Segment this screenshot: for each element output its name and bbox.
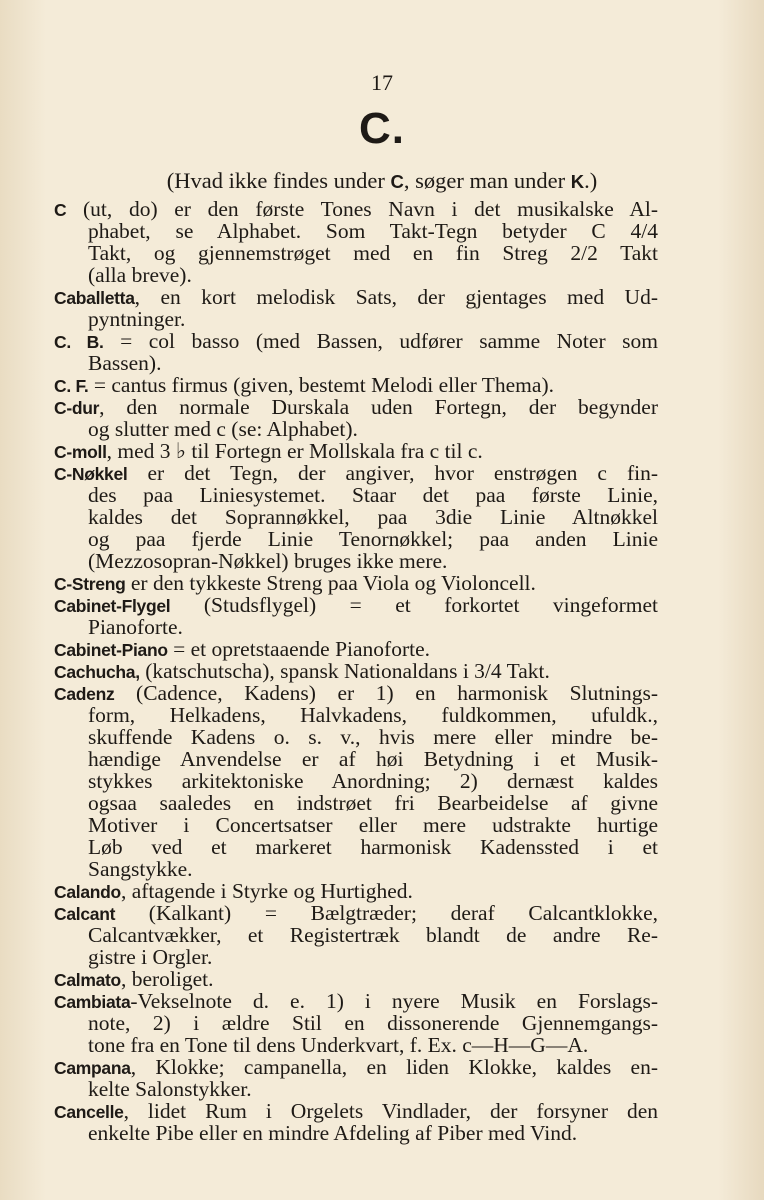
entry-continuation-line (88, 748, 658, 770)
entry-headword: C-Nøkkel (54, 464, 128, 484)
entry-continuation-line (88, 770, 658, 792)
entry-text: er den tykkeste Streng paa Viola og Violoncell. (125, 571, 536, 595)
entry-headword: C. B. (54, 332, 104, 352)
entry-headword: C-dur (54, 398, 100, 418)
entry-text: Takt, og gjennemstrøget med en fin Streg 2/2 Takt (88, 241, 658, 265)
entry-headword: Cachucha, (54, 662, 140, 682)
dictionary-entry (54, 198, 658, 286)
entry-text: (Mezzosopran-Nøkkel) bruges ikke mere. (88, 549, 448, 573)
dictionary-entry (54, 880, 658, 902)
note-text-mid: , søger man under (403, 168, 571, 193)
note-letter-k: K (570, 171, 585, 192)
entry-continuation-line (88, 946, 658, 968)
entry-first-line (54, 1100, 658, 1122)
entry-text: des paa Liniesystemet. Staar det paa første Linie, (88, 483, 658, 507)
entry-headword: C-Streng (54, 574, 126, 594)
entry-text: og slutter med c (se: Alphabet). (88, 417, 358, 441)
entry-first-line (54, 440, 658, 462)
entry-text: = et opretstaaende Pianoforte. (167, 637, 431, 661)
entry-text: (Studsflygel) = et forkortet vingeformet (170, 593, 658, 617)
dictionary-entry (54, 330, 658, 374)
entry-text: form, Helkadens, Halvkadens, fuldkommen, ufuldk., (88, 703, 658, 727)
entry-text: og paa fjerde Linie Tenornøkkel; paa anden Linie (88, 527, 658, 551)
entry-text: Sangstykke. (88, 857, 193, 881)
entry-headword: Calando (54, 882, 121, 902)
entry-text: (Kalkant) = Bælgtræder; deraf Calcantklokke, (115, 901, 658, 925)
entry-headword: Cadenz (54, 684, 115, 704)
entry-headword: C (54, 200, 67, 220)
dictionary-entry (54, 902, 658, 968)
entry-text: enkelte Pibe eller en mindre Afdeling af Piber med Vind. (88, 1121, 578, 1145)
entry-first-line (54, 198, 658, 220)
entry-text: pyntninger. (88, 307, 186, 331)
dictionary-entry (54, 440, 658, 462)
entry-headword: Cabinet-Flygel (54, 596, 171, 616)
entry-text: (Cadence, Kadens) er 1) en harmonisk Slutnings- (114, 681, 658, 705)
entry-continuation-line (88, 858, 658, 880)
page-number: 17 (371, 70, 393, 95)
dictionary-entry (54, 594, 658, 638)
entry-continuation-line (88, 726, 658, 748)
entry-continuation-line (88, 352, 658, 374)
entry-text: Pianoforte. (88, 615, 183, 639)
entry-text: -Vekselnote d. e. 1) i nyere Musik en Forslags- (130, 989, 658, 1013)
dictionary-entry (54, 990, 658, 1056)
entry-text: Løb ved et markeret harmonisk Kadenssted i et (88, 835, 658, 859)
entry-text: tone fra en Tone til dens Underkvart, f. Ex. c—H—G—A. (88, 1033, 589, 1057)
entry-first-line (54, 462, 658, 484)
entry-first-line (54, 572, 658, 594)
entry-first-line (54, 594, 658, 616)
entry-text: stykkes arkitektoniske Anordning; 2) dernæst kaldes (88, 769, 658, 793)
entry-continuation-line (88, 506, 658, 528)
entry-first-line (54, 374, 658, 396)
entry-text: , med 3 ♭ til Fortegn er Mollskala fra c til c. (106, 439, 483, 463)
entry-headword: Calmato (54, 970, 121, 990)
entry-headword: Campana (54, 1058, 131, 1078)
entry-first-line (54, 968, 658, 990)
entry-text: ogsaa saaledes en indstrøet fri Bearbeidelse af givne (88, 791, 658, 815)
note-text-post: .) (584, 168, 598, 193)
entry-continuation-line (88, 704, 658, 726)
dictionary-entry (54, 1056, 658, 1100)
entry-first-line (54, 902, 658, 924)
entry-text: (alla breve). (88, 263, 192, 287)
entry-text: skuffende Kadens o. s. v., hvis mere eller mindre be- (88, 725, 658, 749)
entry-continuation-line (88, 528, 658, 550)
dictionary-entry (54, 968, 658, 990)
dictionary-entries (54, 198, 658, 1144)
entry-first-line (54, 330, 658, 352)
entry-text: hændige Anvendelse er af høi Betydning i et Musik- (88, 747, 658, 771)
entry-headword: Cabinet-Piano (54, 640, 168, 660)
entry-continuation-line (88, 242, 658, 264)
note-text-pre: (Hvad ikke findes under (166, 168, 391, 193)
entry-continuation-line (88, 418, 658, 440)
dictionary-entry (54, 682, 658, 880)
dictionary-entry (54, 660, 658, 682)
entry-text: , en kort melodisk Sats, der gjentages med Ud- (134, 285, 658, 309)
entry-text: , lidet Rum i Orgelets Vindlader, der forsyner den (123, 1099, 658, 1123)
entry-continuation-line (88, 1122, 658, 1144)
entry-text: (katschutscha), spansk Nationaldans i 3/4 Takt. (139, 659, 550, 683)
entry-continuation-line (88, 836, 658, 858)
entry-text: = cantus firmus (given, bestemt Melodi eller Thema). (88, 373, 554, 397)
entry-text: kelte Salonstykker. (88, 1077, 252, 1101)
entry-text: (ut, do) er den første Tones Navn i det musikalske Al- (66, 197, 658, 221)
dictionary-entry (54, 1100, 658, 1144)
entry-headword: Caballetta (54, 288, 135, 308)
entry-continuation-line (88, 924, 658, 946)
entry-continuation-line (88, 550, 658, 572)
entry-continuation-line (88, 484, 658, 506)
entry-continuation-line (88, 814, 658, 836)
entry-continuation-line (88, 1012, 658, 1034)
cross-reference-note (0, 168, 764, 194)
entry-text: phabet, se Alphabet. Som Takt-Tegn betyder C 4/4 (88, 219, 658, 243)
entry-first-line (54, 660, 658, 682)
entry-text: er det Tegn, der angiver, hvor enstrøgen c fin- (127, 461, 658, 485)
dictionary-entry (54, 286, 658, 330)
entry-continuation-line (88, 792, 658, 814)
entry-text: Calcantvækker, et Registertræk blandt de andre Re- (88, 923, 658, 947)
entry-headword: C. F. (54, 376, 89, 396)
entry-text: , den normale Durskala uden Fortegn, der begynder (99, 395, 658, 419)
entry-text: , aftagende i Styrke og Hurtighed. (120, 879, 413, 903)
entry-first-line (54, 1056, 658, 1078)
entry-headword: Cambiata (54, 992, 131, 1012)
dictionary-entry (54, 638, 658, 660)
section-letter: C. (359, 104, 405, 153)
dictionary-entry (54, 572, 658, 594)
entry-continuation-line (88, 1078, 658, 1100)
entry-first-line (54, 638, 658, 660)
entry-first-line (54, 880, 658, 902)
entry-continuation-line (88, 220, 658, 242)
entry-continuation-line (88, 308, 658, 330)
entry-headword: Cancelle (54, 1102, 124, 1122)
entry-first-line (54, 396, 658, 418)
entry-first-line (54, 682, 658, 704)
entry-first-line (54, 286, 658, 308)
entry-headword: Calcant (54, 904, 116, 924)
dictionary-entry (54, 396, 658, 440)
entry-continuation-line (88, 1034, 658, 1056)
entry-text: Motiver i Concertsatser eller mere udstrakte hurtige (88, 813, 658, 837)
entry-text: , Klokke; campanella, en liden Klokke, kaldes en- (130, 1055, 658, 1079)
entry-first-line (54, 990, 658, 1012)
entry-text: , beroliget. (120, 967, 214, 991)
entry-text: Bassen). (88, 351, 162, 375)
entry-headword: C-moll (54, 442, 107, 462)
entry-continuation-line (88, 616, 658, 638)
entry-text: kaldes det Soprannøkkel, paa 3die Linie Altnøkkel (88, 505, 658, 529)
note-letter-c: C (390, 171, 404, 192)
entry-text: = col basso (med Bassen, udfører samme Noter som (103, 329, 658, 353)
entry-continuation-line (88, 264, 658, 286)
dictionary-entry (54, 374, 658, 396)
entry-text: note, 2) i ældre Stil en dissonerende Gjennemgangs- (88, 1011, 658, 1035)
dictionary-entry (54, 462, 658, 572)
entry-text: gistre i Orgler. (88, 945, 213, 969)
